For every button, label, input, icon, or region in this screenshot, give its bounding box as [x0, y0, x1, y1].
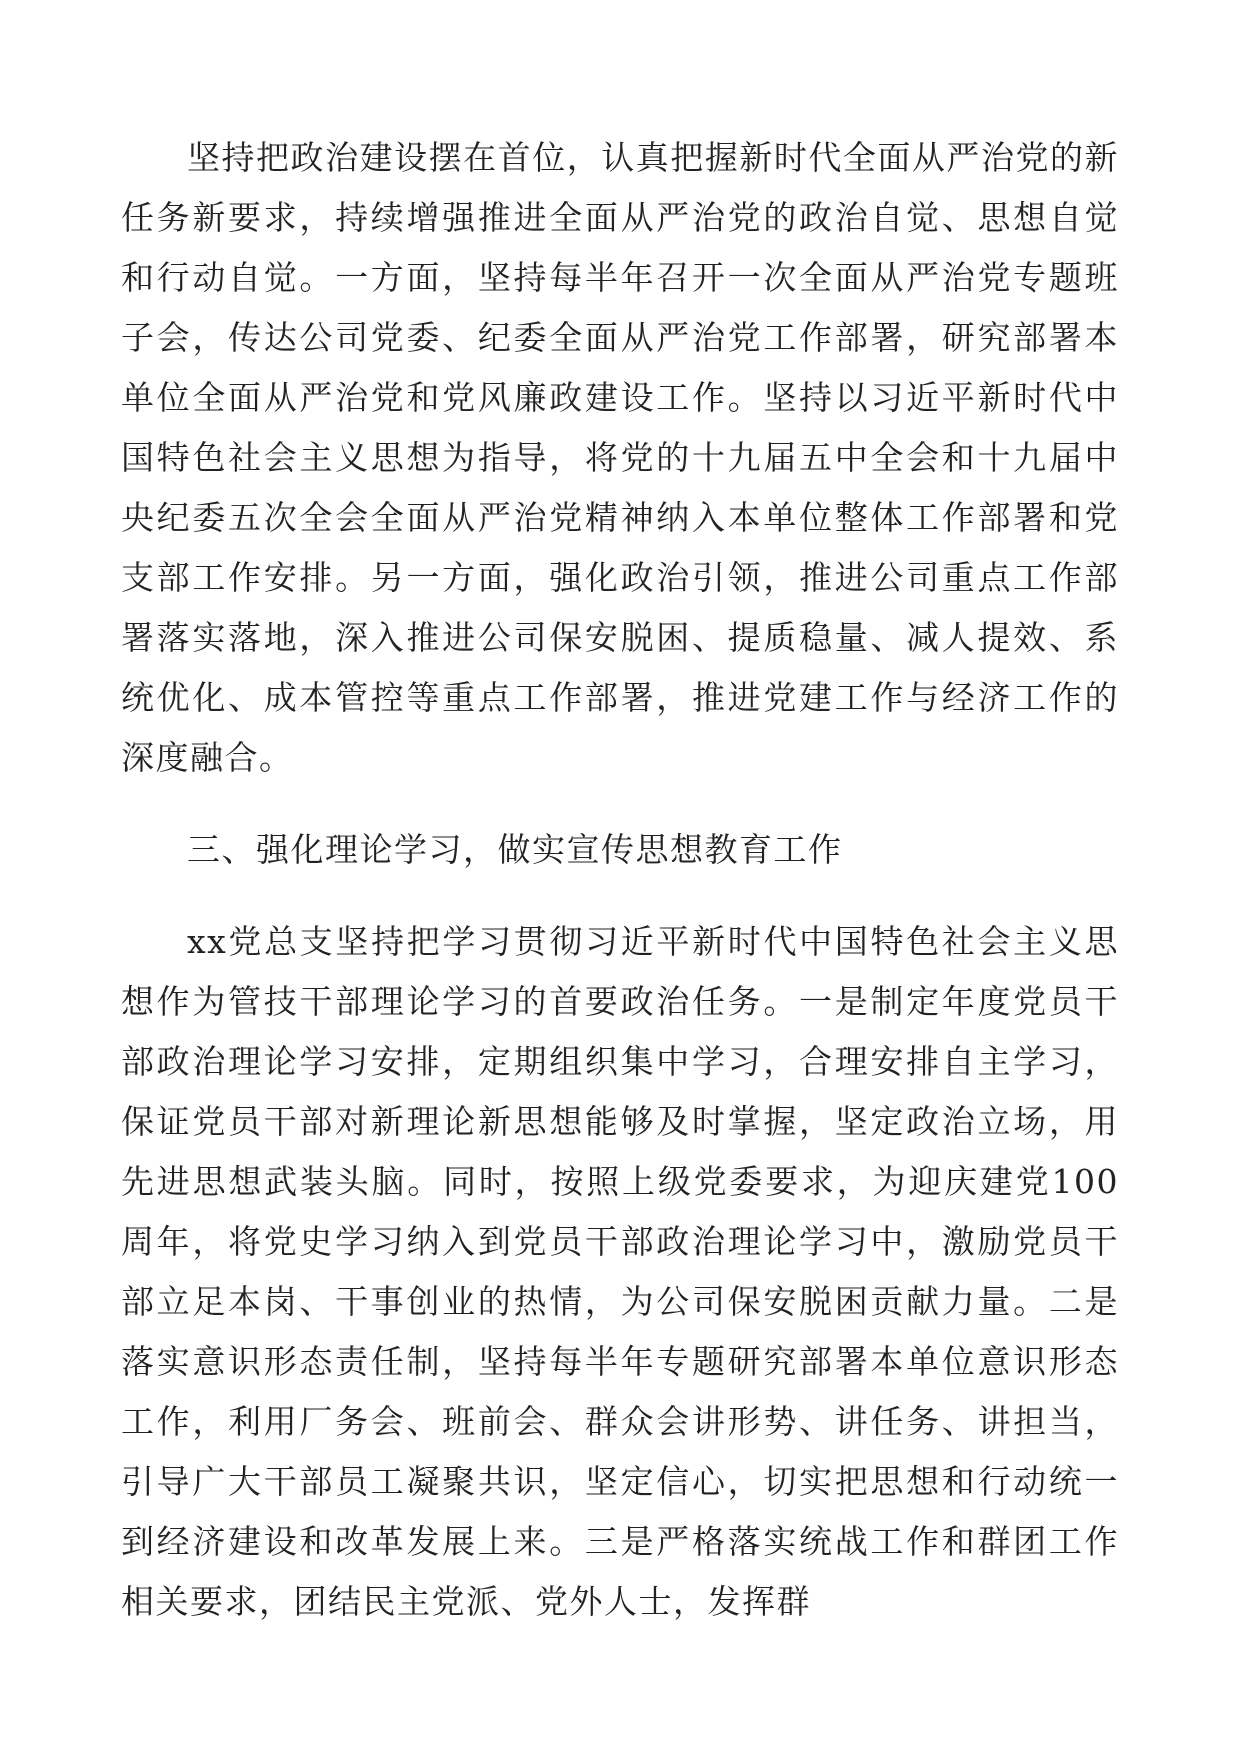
paragraph-political-construction: 坚持把政治建设摆在首位，认真把握新时代全面从严治党的新任务新要求，持续增强推进全面从严治党的政治自觉、思想自觉和行动自觉。一方面，坚持每半年召开一次全面从严治党专题班子会，传达公司党委、纪委全面从严治党工作部署，研究部署本单位全面从严治党和党风廉政建设工作。坚持以习近平新时代中国特色社会主义思想为指导，将党的十九届五中全会和十九届中央纪委五次全会全面从严治党精神纳入本单位整体工作部署和党支部工作安排。另一方面，强化政治引领，推进公司重点工作部署落实落地，深入推进公司保安脱困、提质稳量、减人提效、系统优化、成本管控等重点工作部署，推进党建工作与经济工作的深度融合。: [121, 138, 1119, 777]
document-body: [121, 128, 1119, 1632]
paragraph-theory-study: xx党总支坚持把学习贯彻习近平新时代中国特色社会主义思想作为管技干部理论学习的首要政治任务。一是制定年度党员干部政治理论学习安排，定期组织集中学习，合理安排自主学习，保证党员干部对新理论新思想能够及时掌握，坚定政治立场，用先进思想武装头脑。同时，按照上级党委要求，为迎庆建党100周年，将党史学习纳入到党员干部政治理论学习中，激励党员干部立足本岗、干事创业的热情，为公司保安脱困贡献力量。二是落实意识形态责任制，坚持每半年专题研究部署本单位意识形态工作，利用厂务会、班前会、群众会讲形势、讲任务、讲担当，引导广大干部员工凝聚共识，坚定信心，切实把思想和行动统一到经济建设和改革发展上来。三是严格落实统战工作和群团工作相关要求，团结民主党派、党外人士，发挥群: [121, 922, 1119, 1621]
section-heading-theory-study: 三、强化理论学习，做实宣传思想教育工作: [187, 830, 843, 869]
